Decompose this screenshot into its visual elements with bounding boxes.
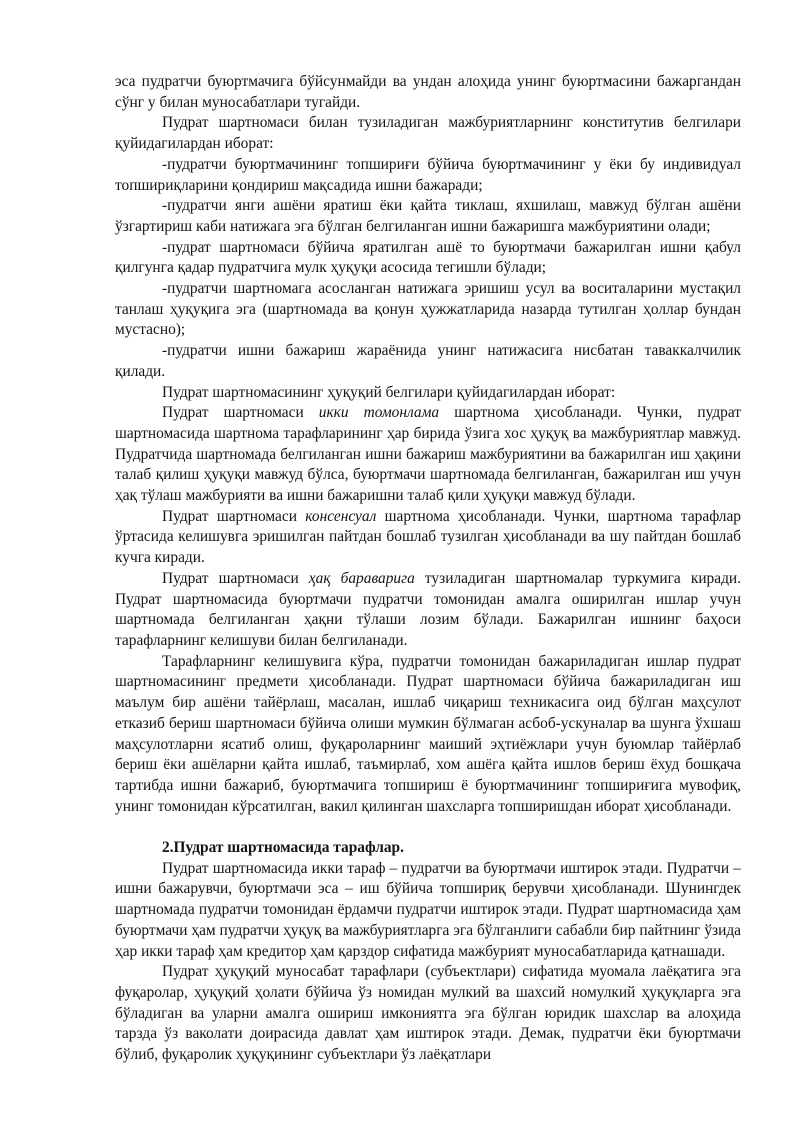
- list-item-constitutive-1: -пудратчи буюртмачининг топшириғи бўйича буюртмачининг у ёки бу индивидуал топшириқларини қондириш мақсадида ишни бажаради;: [115, 155, 741, 194]
- paragraph-continuation: эса пудратчи буюртмачига бўйсунмайди ва ундан алоҳида унинг буюртмасини бажаргандан сўнг у билан муносабатлари тугайди.: [115, 73, 741, 111]
- paragraph-paid: [115, 569, 741, 652]
- paragraph-text: шартнома ҳисобланади. Чунки, пудрат шартномасида шартнома тарафларининг ҳар бирида ўзига хос ҳуқуқ ва мажбуриятлар мавжуд. Пудратчида шартномада белгиланган ишни бажариш мажбуриятини ва бажарилган иш ҳақини талаб қилиш ҳуқуқи мавжуд бўлса, буюртмачи шартномада белгиланган, бажарилган иш учун ҳақ тўлаш мажбурияти ва ишни бажаришни талаб қили ҳуқуқи мавжуд бўлади.: [115, 404, 741, 505]
- paragraph-text: Пудрат шартномаси: [162, 569, 309, 587]
- paragraph-text: шартнома ҳисобланади. Чунки, шартнома тарафлар ўртасида келишувга эришилган пайтдан бошлаб тузилган ҳисобланади ва шу пайтдан бошлаб кучга киради.: [115, 507, 741, 567]
- paragraph-subject-matter: Тарафларнинг келишувига кўра, пудратчи томонидан бажариладиган ишлар пудрат шартномасининг предмети ҳисобланади. Пудрат шартномаси бўйича бажариладиган иш маълум бир ашёни тайёрлаш, масалан, ишлаб чиқариш техникасига оид бўлган маҳсулот етказиб бериш шартномаси бўйича олиши мумкин бўлмаган асбоб-ускуналар ва шунга ўхшаш маҳсулотларни ясатиб олиш, фуқароларнинг маиший эҳтиёжлари учун буюмлар тайёрлаб бериш ёки ашёларни қайта ишлаб, таъмирлаб, хом ашёга қайта ишлов бериш ёхуд бошқача тартибда ишни бажариб, буюртмачига топшириш ё буюртмачининг топшириғига мувофиқ, унинг томонидан кўрсатилган, вакил қилинган шахсларга топширишдан иборат ҳисобланади.: [115, 652, 741, 815]
- paragraph-text: Пудрат шартномаси: [162, 507, 306, 525]
- section-heading: 2.Пудрат шартномасида тарафлар.: [162, 839, 404, 856]
- list-item-constitutive-3: -пудрат шартномаси бўйича яратилган ашё то буюртмачи бажарилган ишни қабул қилгунга қадар пудратчига мулк ҳуқуқи асосида тегишли бўлади;: [115, 238, 741, 277]
- paragraph-parties: Пудрат шартномасида икки тараф – пудратчи ва буюртмачи иштирок этади. Пудратчи – ишни бажарувчи, буюртмачи эса – иш бўйича топшириқ берувчи ҳисобланади. Шунингдек шартномада пудратчи томонидан ёрдамчи пудратчи иштирок этади. Пудрат шартномасида ҳам буюртмачи ҳам пудратчи ҳуқуқ ва мажбуриятларга эга бўлганлиги сабабли бир пайтнинг ўзида ҳар икки тараф ҳам кредитор ҳам қарздор сифатида мажбурият муносабатларида қатнашади.: [115, 859, 741, 960]
- italic-term: консенсуал: [305, 507, 377, 525]
- italic-term: икки томонлама: [318, 404, 440, 422]
- list-item-constitutive-2: -пудратчи янги ашёни яратиш ёки қайта тиклаш, яхшилаш, мавжуд бўлган ашёни ўзгартириш каби натижага эга бўлган белгиланган ишни бажаришга мажбуриятини олади;: [115, 197, 741, 235]
- paragraph-subjects: Пудрат ҳуқуқий муносабат тарафлари (субъектлари) сифатида муомала лаёқатига эга фуқаролар, ҳуқуқий ҳолати бўйича ўз номидан мулкий ва шахсий номулкий ҳуқуқларга эга бўладиган ва уларни амалга ошириш имкониятга эга бўлган юридик шахслар ва алоҳида тарзда ўз ваколати доирасида давлат ҳам иштирок этади. Демак, пудратчи ёки буюртмачи бўлиб, фуқаролик ҳуқуқининг субъектлари ўз лаёқатлари: [115, 963, 741, 1064]
- italic-term: ҳақ бараварига: [308, 569, 415, 587]
- paragraph-legal-features-intro: Пудрат шартномасининг ҳуқуқий белгилари қуйидагилардан иборат:: [162, 383, 616, 401]
- paragraph-constitutive-intro: Пудрат шартномаси билан тузиладиган мажбуриятларнинг конститутив белгилари қуйидагилардан иборат:: [115, 114, 741, 153]
- paragraph-text: тузиладиган шартномалар туркумига киради. Пудрат шартномасида буюртмачи пудратчи томонидан амалга оширилган ишлар учун шартномада белгиланган ҳақни тўлаши лозим бўлади. Бажарилган ишнинг баҳоси тарафларнинг келишуви билан белгиланади.: [115, 569, 741, 649]
- paragraph-consensual: [115, 507, 741, 569]
- list-item-constitutive-4: -пудратчи шартномага асосланган натижага эришиш усул ва воситаларини мустақил танлаш ҳуқуқига эга (шартномада ва қонун ҳужжатларида назарда тутилган ҳоллар бундан мустасно);: [115, 280, 741, 339]
- paragraph-text: Пудрат шартномаси: [162, 404, 319, 422]
- paragraph-bilateral: [115, 403, 741, 507]
- document-page: [115, 72, 741, 1066]
- list-item-constitutive-5: -пудратчи ишни бажариш жараёнида унинг натижасига нисбатан таваккалчилик қилади.: [115, 342, 741, 380]
